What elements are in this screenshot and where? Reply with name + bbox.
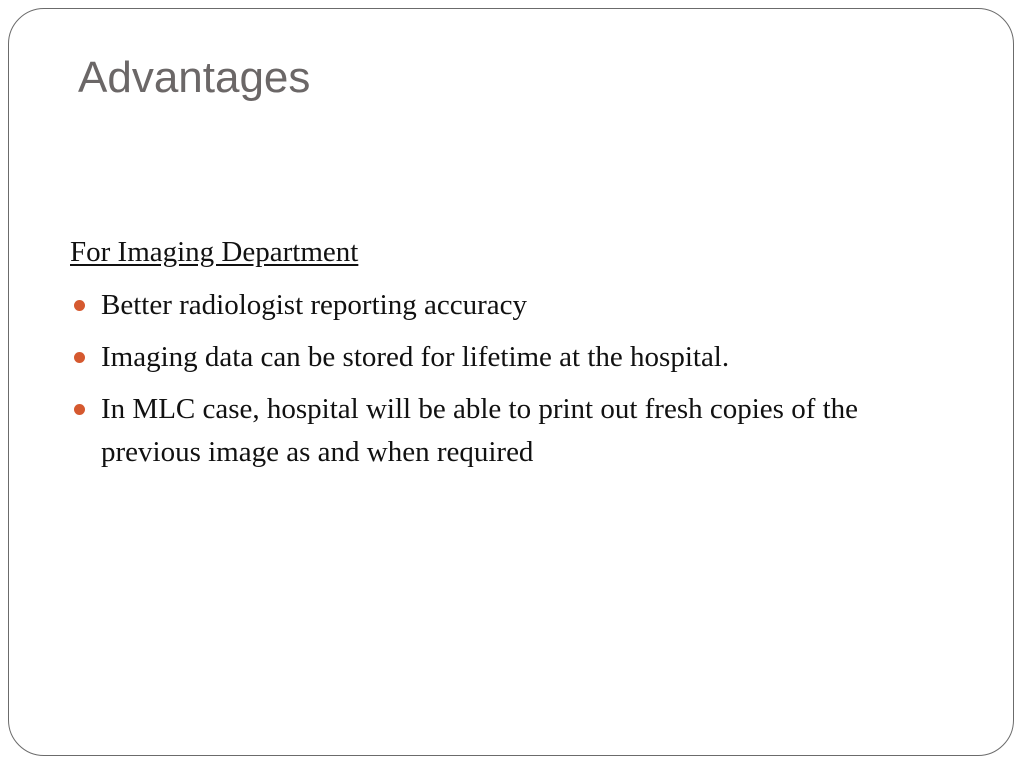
- bullet-list: [70, 284, 950, 474]
- bullet-item: [70, 284, 950, 327]
- bullet-text: Imaging data can be stored for lifetime at the hospital.: [101, 341, 730, 373]
- bullet-item: [70, 336, 950, 379]
- bullet-item: [70, 388, 950, 474]
- slide-title: Advantages: [78, 53, 311, 102]
- bullet-dot-icon: [74, 300, 85, 311]
- section-subheading: For Imaging Department: [70, 236, 359, 268]
- bullet-text: Better radiologist reporting accuracy: [101, 289, 527, 321]
- bullet-dot-icon: [74, 404, 85, 415]
- slide-content: [70, 232, 950, 483]
- bullet-dot-icon: [74, 352, 85, 363]
- bullet-text: In MLC case, hospital will be able to print out fresh copies of the previous image as and when required: [101, 393, 859, 468]
